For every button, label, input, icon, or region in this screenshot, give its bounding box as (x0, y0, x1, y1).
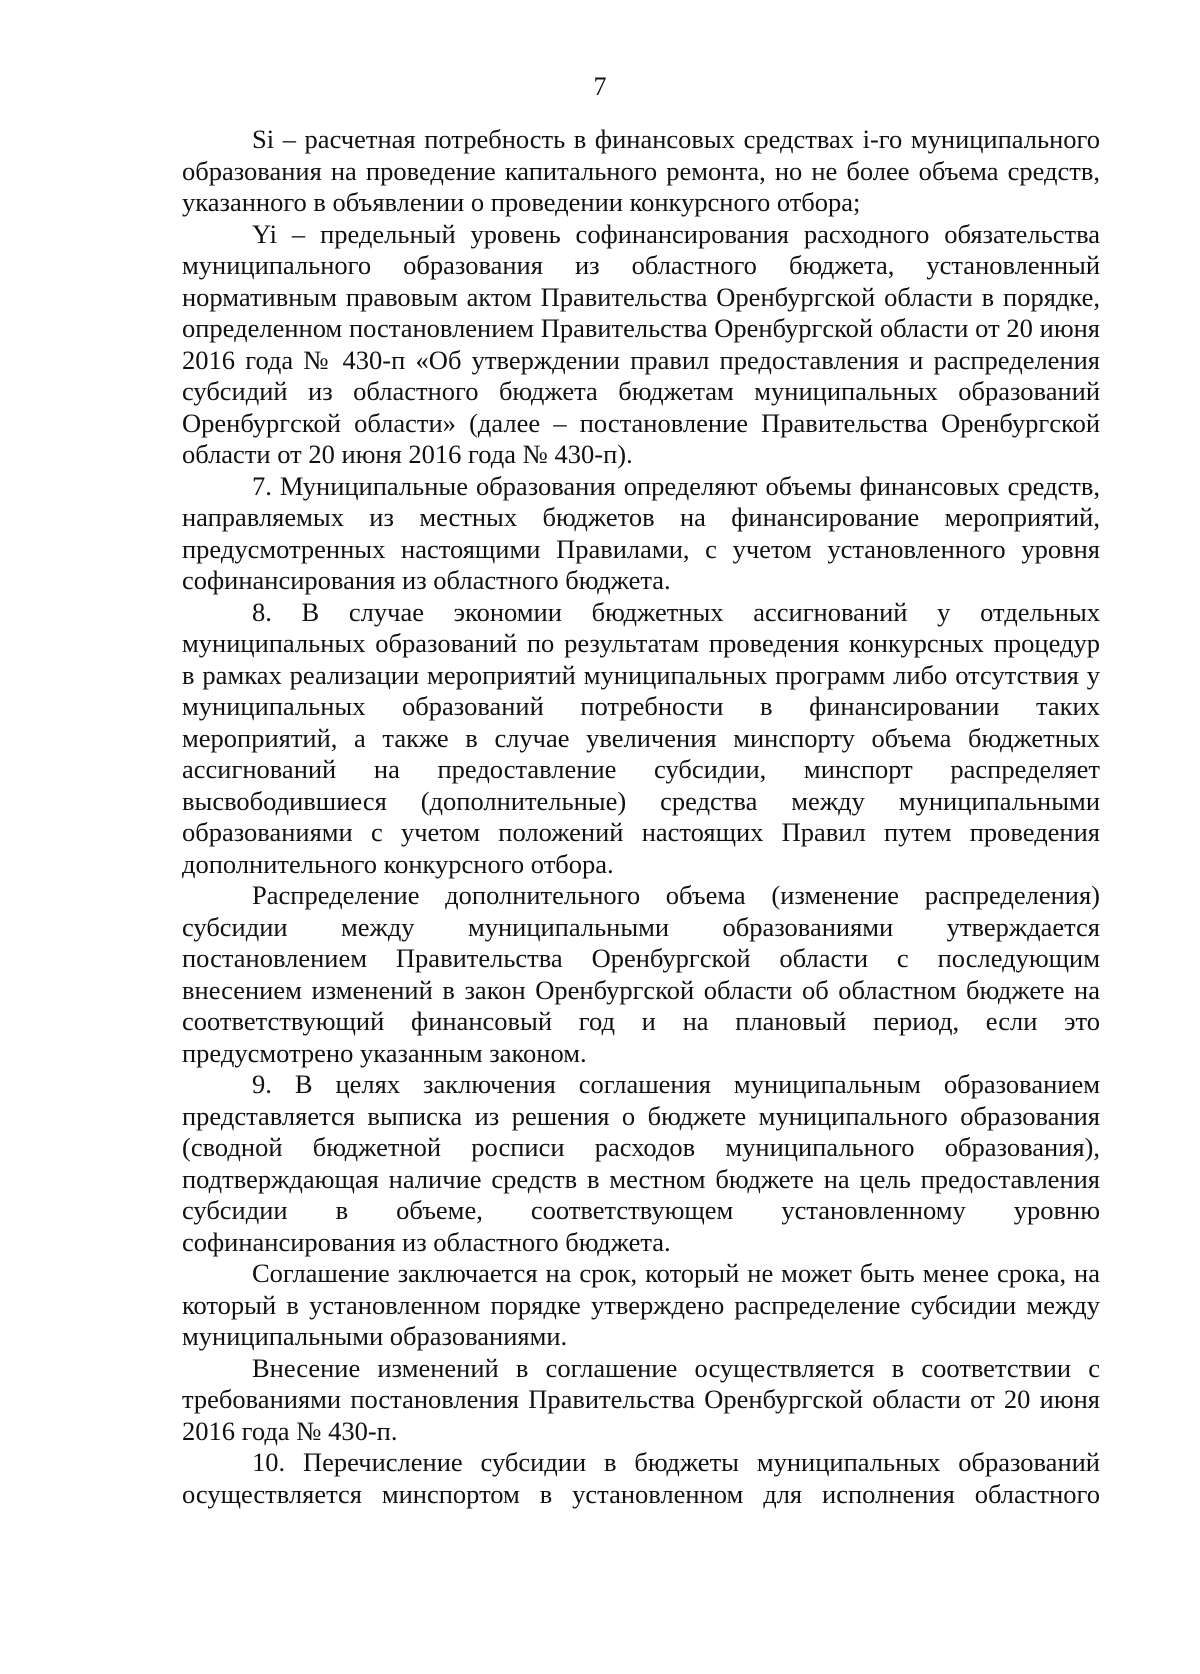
page-number: 7 (593, 72, 607, 101)
paragraph-agreement-term: Соглашение заключается на срок, который не может быть менее срока, на который в установленном порядке утверждено распределение субсидии между муниципальными образованиями. (182, 1258, 1100, 1351)
paragraph-item-10: 10. Перечисление субсидии в бюджеты муниципальных образований осуществляется минспортом в установленном для исполнения областного (182, 1447, 1100, 1509)
paragraph-item-7: 7. Муниципальные образования определяют объемы финансовых средств, направляемых из местных бюджетов на финансирование мероприятий, предусмотренных настоящими Правилами, с учетом установленного уровня софинансирования из областного бюджета. (182, 470, 1100, 595)
document-body (182, 124, 1100, 1510)
paragraph-agreement-changes: Внесение изменений в соглашение осуществляется в соответствии с требованиями постановления Правительства Оренбургской области от 20 июня 2016 года № 430-п. (182, 1352, 1100, 1446)
paragraph-si-definition: Si – расчетная потребность в финансовых средствах i-го муниципального образования на проведение капитального ремонта, но не более объема средств, указанного в объявлении о проведении конкурсного отбора; (182, 124, 1100, 217)
paragraph-yi-definition: Yi – предельный уровень софинансирования расходного обязательства муниципального образования из областного бюджета, установленный нормативным правовым актом Правительства Оренбургской области в порядке, определенном постановлением Правительства Оренбургской области от 20 июня 2016 года № 430-п «Об утверждении правил предоставления и распределения субсидий из областного бюджета бюджетам муниципальных образований Оренбургской области» (далее – постановление Правительства Оренбургской области от 20 июня 2016 года № 430-п). (182, 218, 1100, 469)
paragraph-distribution: Распределение дополнительного объема (изменение распределения) субсидии между муниципальными образованиями утверждается постановлением Правительства Оренбургской области с последующим внесением изменений в закон Оренбургской области об областном бюджете на соответствующий финансовый год и на плановый период, если это предусмотрено указанным законом. (182, 880, 1100, 1068)
paragraph-item-9: 9. В целях заключения соглашения муниципальным образованием представляется выписка из решения о бюджете муниципального образования (сводной бюджетной росписи расходов муниципального образования), подтверждающая наличие средств в местном бюджете на цель предоставления субсидии в объеме, соответствующем установленному уровню софинансирования из областного бюджета. (182, 1069, 1100, 1257)
paragraph-item-8: 8. В случае экономии бюджетных ассигнований у отдельных муниципальных образований по результатам проведения конкурсных процедур в рамках реализации мероприятий муниципальных программ либо отсутствия у муниципальных образований потребности в финансировании таких мероприятий, а также в случае увеличения минспорту объема бюджетных ассигнований на предоставление субсидии, минспорт распределяет высвободившиеся (дополнительные) средства между муниципальными образованиями с учетом положений настоящих Правил путем проведения дополнительного конкурсного отбора. (182, 596, 1100, 879)
